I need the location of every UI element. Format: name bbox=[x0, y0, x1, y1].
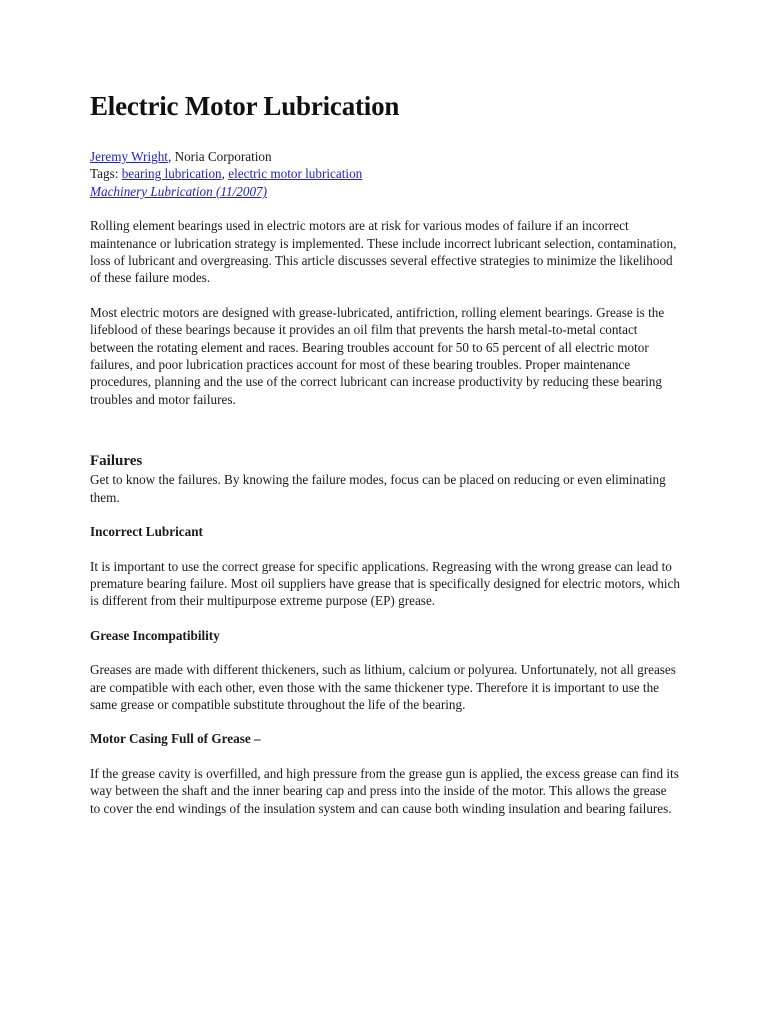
tag-separator: , bbox=[221, 166, 229, 182]
byline bbox=[90, 148, 680, 165]
article bbox=[90, 86, 680, 817]
subheading-incorrect-lubricant: Incorrect Lubricant bbox=[90, 524, 203, 540]
author-link[interactable]: Jeremy Wright bbox=[90, 149, 168, 164]
tags-line bbox=[90, 165, 680, 182]
incorrect-lubricant-paragraph: It is important to use the correct grease for specific applications. Regreasing with the wrong grease can lead to premature bearing failure. Most oil suppliers have grease that is specifically designed for electric motors, which is different from their multipurpose extreme purpose (EP) grease. bbox=[90, 558, 680, 609]
publication-text: Machinery Lubrication (11/2007) bbox=[90, 183, 268, 199]
publication-link[interactable] bbox=[90, 184, 267, 199]
tag-link-electric-motor-lubrication[interactable]: electric motor lubrication bbox=[228, 166, 363, 182]
tags-label: Tags: bbox=[90, 166, 122, 182]
intro-paragraph-1: Rolling element bearings used in electric motors are at risk for various modes of failure if an incorrect maintenance or lubrication strategy is implemented. These include incorrect lubricant selection, contamination, loss of lubricant and overgreasing. This article discusses several effective strategies to minimize the likelihood of these failure modes. bbox=[90, 218, 677, 286]
grease-incompatibility-paragraph: Greases are made with different thickeners, such as lithium, calcium or polyurea. Unfortunately, not all greases are compatible with each other, even those with the same thickener type. Therefore it is important to use the same grease or compatible substitute throughout the life of the bearing. bbox=[90, 662, 676, 712]
intro-paragraph-2: Most electric motors are designed with grease-lubricated, antifriction, rolling element bearings. Grease is the lifeblood of these bearings because it provides an oil film that prevents the harsh metal-to-metal contact between the rotating element and races. Bearing troubles account for 50 to 65 percent of all electric motor failures, and poor lubrication practices account for most of these bearing troubles. Proper maintenance procedures, planning and the use of the correct lubricant can increase productivity by reducing these bearing troubles and motor failures. bbox=[90, 304, 665, 407]
tag-link-bearing-lubrication[interactable]: bearing lubrication bbox=[121, 166, 222, 182]
org-separator: , bbox=[167, 149, 175, 164]
failures-paragraph: Get to know the failures. By knowing the failure modes, focus can be placed on reducing or even eliminating them. bbox=[90, 472, 666, 505]
section-heading-failures: Failures bbox=[90, 453, 143, 470]
article-title: Electric Motor Lubrication bbox=[90, 91, 400, 121]
publication-line bbox=[90, 183, 680, 200]
motor-casing-paragraph: If the grease cavity is overfilled, and high pressure from the grease gun is applied, the excess grease can find its way between the shaft and the inner bearing cap and press into the inside of the motor. This allows the grease to cover the end windings of the insulation system and can cause both winding insulation and bearing failures. bbox=[90, 765, 679, 816]
subheading-grease-incompatibility: Grease Incompatibility bbox=[90, 627, 220, 643]
organization: Noria Corporation bbox=[174, 149, 272, 164]
subheading-motor-casing: Motor Casing Full of Grease – bbox=[90, 731, 261, 747]
